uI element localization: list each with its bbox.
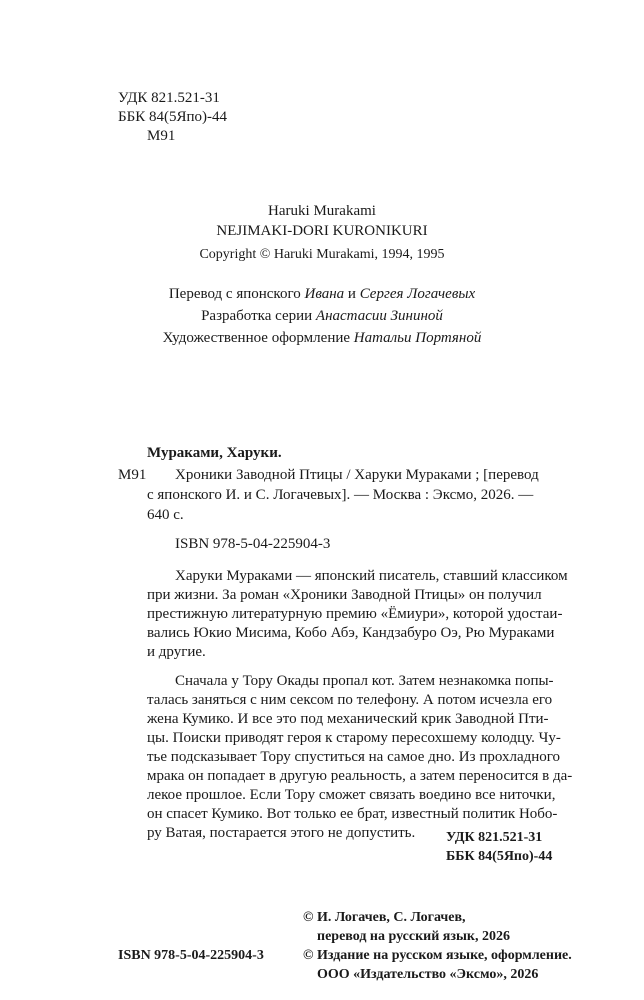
annotation-line: при жизни. За роман «Хроники Заводной Птицы» он получил	[147, 587, 542, 603]
annotation-line: талась заняться с ним сексом по телефону. А потом исчезла его	[147, 692, 553, 708]
annotation-line: Харуки Мураками — японский писатель, ставший классиком	[175, 568, 568, 584]
udk-code-bottom: УДК 821.521-31	[446, 830, 543, 845]
design-credit	[0, 330, 644, 347]
design-prefix: Художественное оформление	[162, 330, 354, 346]
annotation-line: Сначала у Тору Окады пропал кот. Затем незнакомка попы-	[175, 673, 554, 689]
author-mark-top: М91	[147, 128, 176, 144]
series-prefix: Разработка серии	[201, 308, 316, 324]
annotation-line: цы. Поиски приводят героя к старому пересохшему колодцу. Чу-	[147, 730, 561, 746]
footer-copyright-1-line-1: © И. Логачев, С. Логачев,	[303, 910, 466, 925]
original-copyright: Copyright © Haruki Murakami, 1994, 1995	[199, 247, 445, 262]
catalog-mark: М91	[118, 467, 147, 483]
original-title: NEJIMAKI-DORI KURONIKURI	[216, 223, 428, 239]
footer-isbn: ISBN 978-5-04-225904-3	[118, 948, 264, 963]
translator-2: Сергея Логачевых	[359, 286, 476, 302]
original-author: Haruki Murakami	[268, 203, 376, 219]
translation-prefix: Перевод с японского	[168, 286, 305, 302]
catalog-line-2: с японского И. и С. Логачевых]. — Москва : Эксмо, 2026. —	[147, 487, 534, 503]
catalog-heading: Мураками, Харуки.	[147, 445, 282, 461]
series-author: Анастасии Зининой	[315, 308, 443, 324]
footer-copyright-2-line-2: ООО «Издательство «Эксмо», 2026	[317, 967, 539, 982]
bbk-code-top: ББК 84(5Япо)-44	[118, 109, 227, 125]
translation-credit	[0, 286, 644, 303]
annotation-line: и другие.	[147, 644, 206, 660]
annotation-line: лекое прошлое. Если Тору сможет связать воедино все ниточки,	[147, 787, 556, 803]
series-credit	[0, 308, 644, 325]
annotation-line: вались Юкио Мисима, Кобо Абэ, Кандзабуро Оэ, Рю Мураками	[147, 625, 555, 641]
annotation-line: он спасет Кумико. Вот только ее брат, известный политик Нобо-	[147, 806, 558, 822]
annotation-line: мрака он попадает в другую реальность, а затем переносится в да-	[147, 768, 573, 784]
footer-copyright-1-line-2: перевод на русский язык, 2026	[317, 929, 510, 944]
catalog-line-1: Хроники Заводной Птицы / Харуки Мураками ; [перевод	[175, 467, 539, 483]
catalog-isbn: ISBN 978-5-04-225904-3	[175, 536, 331, 552]
translator-1: Ивана	[304, 286, 345, 302]
annotation-line: ру Ватая, постарается этого не допустить.	[147, 825, 416, 841]
catalog-line-3: 640 с.	[147, 507, 184, 523]
footer-copyright-2-line-1: © Издание на русском языке, оформление.	[303, 948, 572, 963]
annotation-line: престижную литературную премию «Ёмиури», которой удостаи-	[147, 606, 563, 622]
annotation-line: жена Кумико. И все это под механический крик Заводной Пти-	[147, 711, 549, 727]
translation-and: и	[344, 286, 360, 302]
design-author: Натальи Портяной	[353, 330, 482, 346]
udk-code-top: УДК 821.521-31	[118, 90, 220, 106]
bbk-code-bottom: ББК 84(5Япо)-44	[446, 849, 553, 864]
annotation-line: тье подсказывает Тору спуститься на самое дно. Из прохладного	[147, 749, 561, 765]
